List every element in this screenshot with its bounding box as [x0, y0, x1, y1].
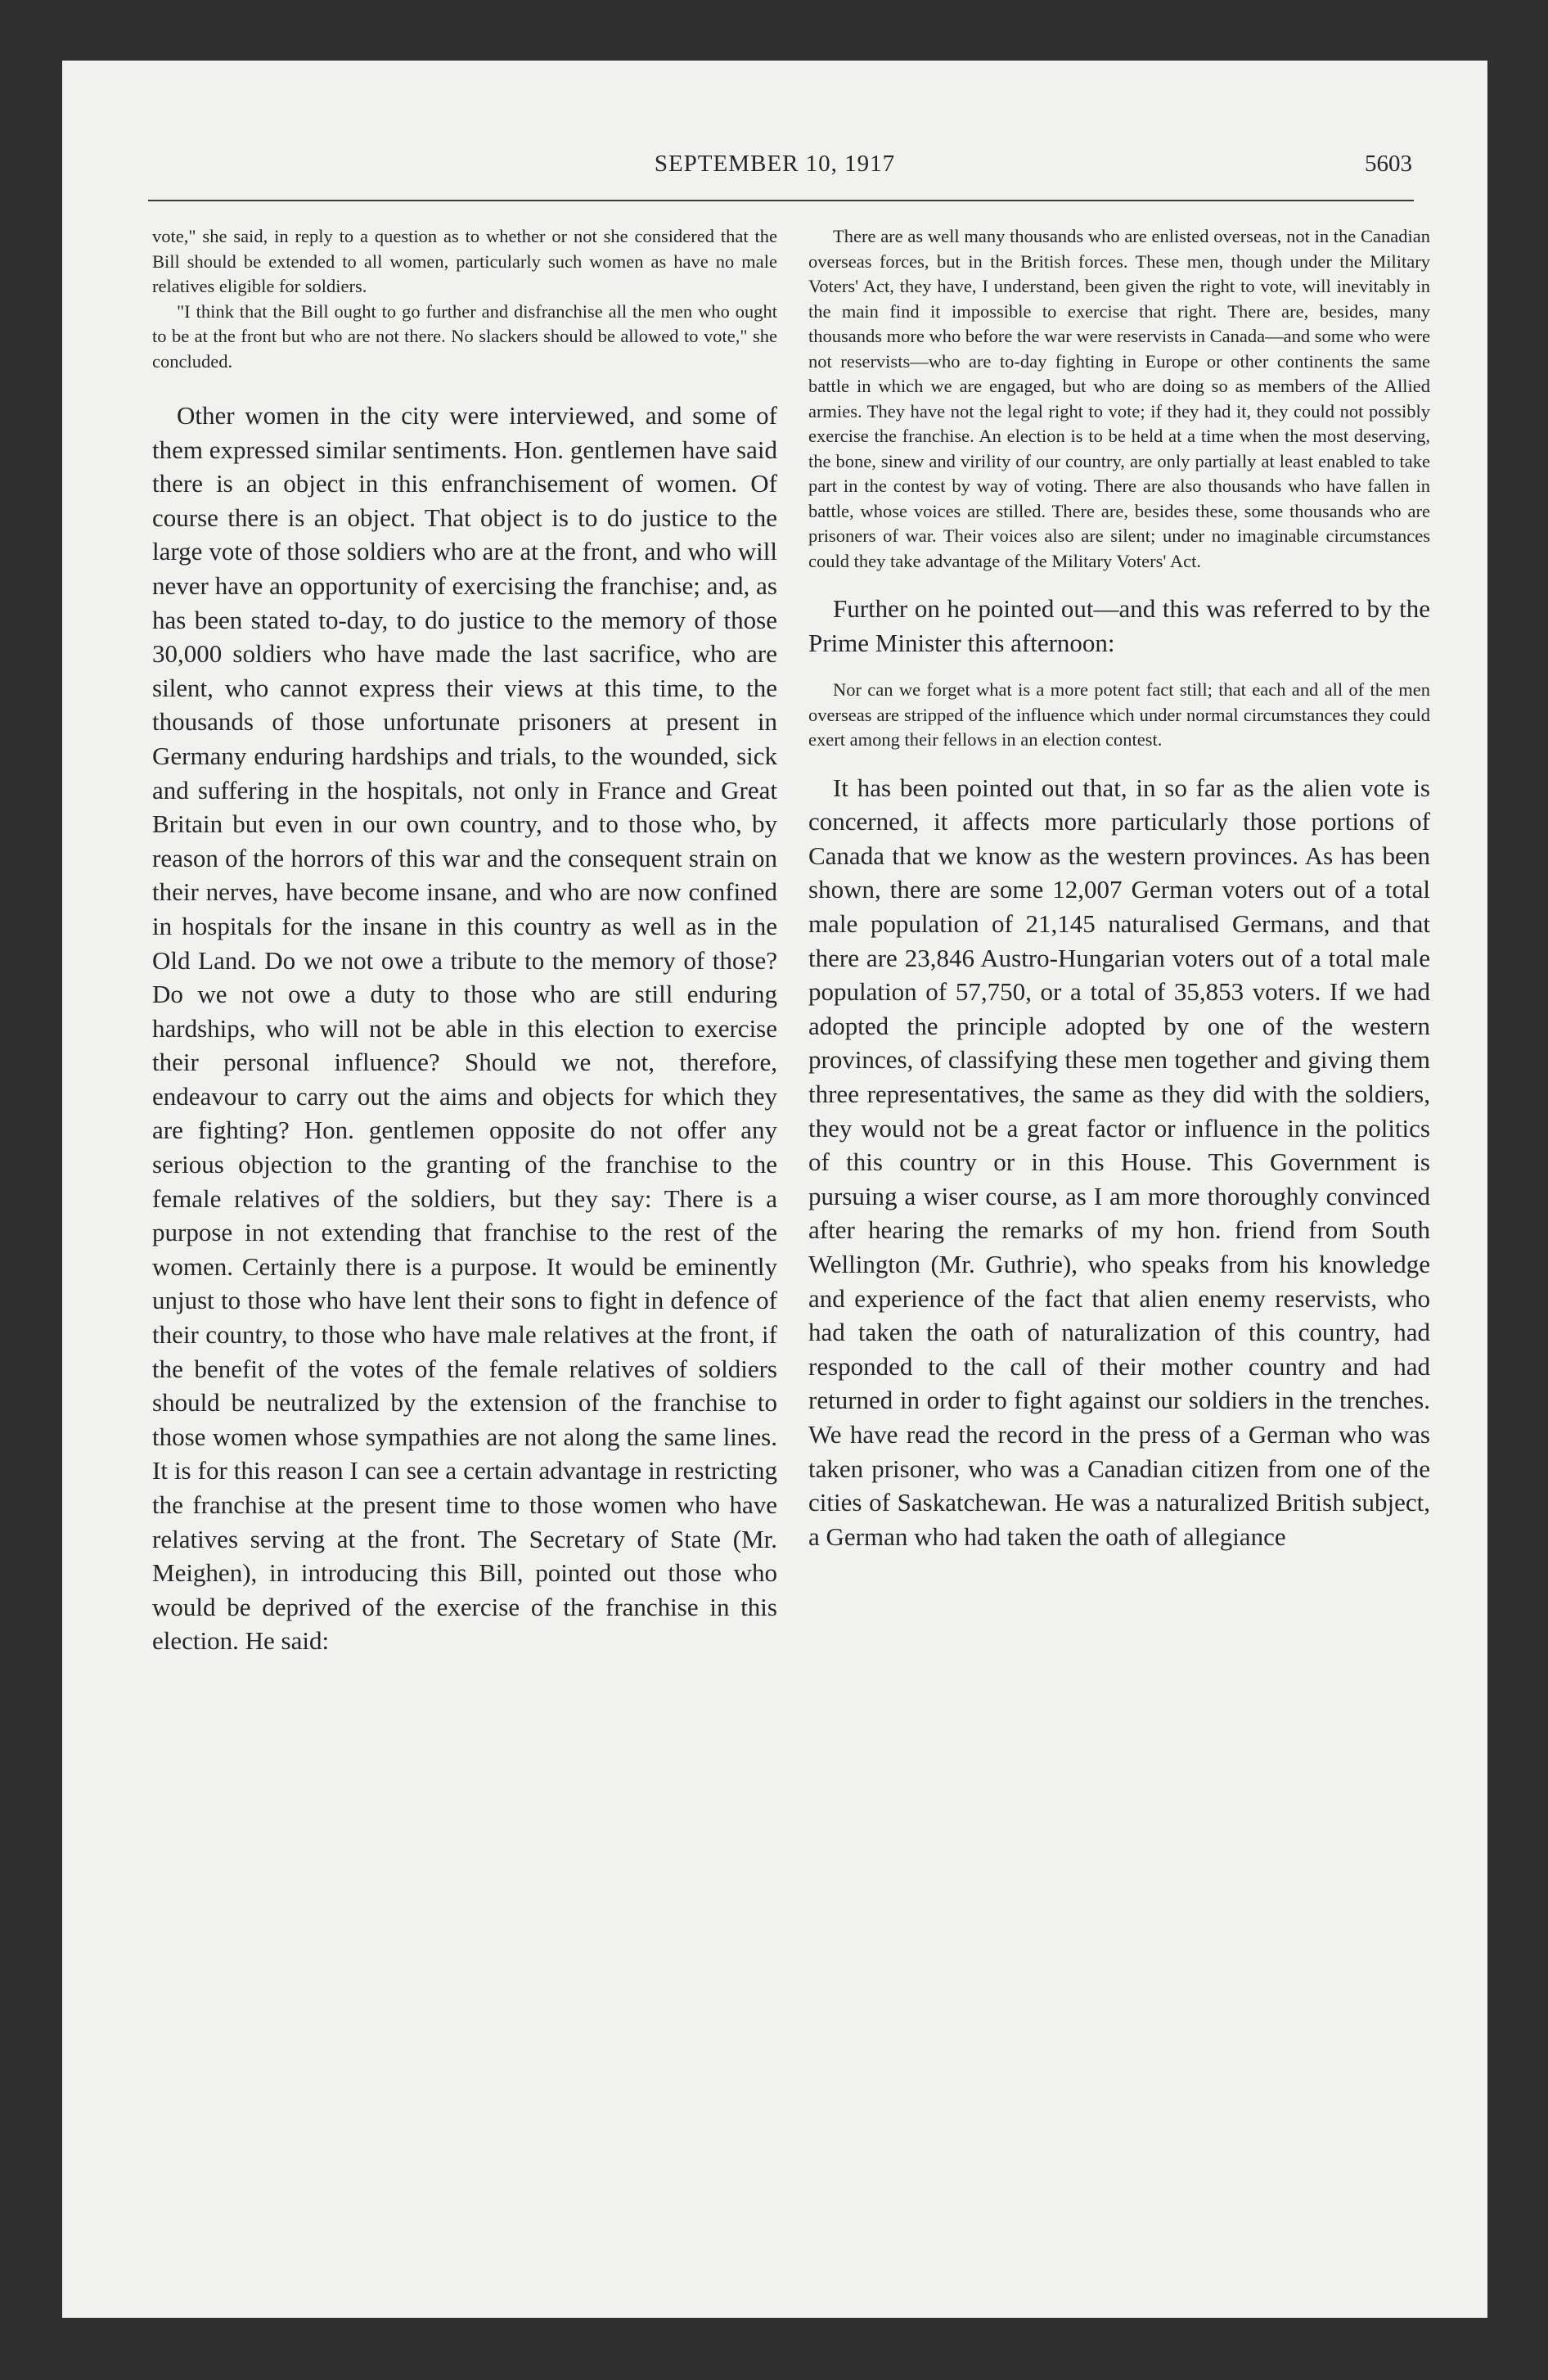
- body-paragraph: It has been pointed out that, in so far as the alien vote is concerned, it affects more particularly those portions of Canada that we know as the western provinces. As has been shown, there are some 12,007 German voters out of a total male population of 21,145 naturalised Germans, and that there are 23,846 Austro-Hungarian voters out of a total male population of 57,750, or a total of 35,853 voters. If we had adopted the principle adopted by one of the western provinces, of classifying these men together and giving them three representatives, the same as they did with the soldiers, they would not be a great factor or influence in the politics of this country or in this House. This Government is pursuing a wiser course, as I am more thoroughly convinced after hearing the remarks of my hon. friend from South Wellington (Mr. Guthrie), who speaks from his knowledge and experience of the fact that alien enemy reservists, who had taken the oath of naturalization of this country, had responded to the call of their mother country and had returned in order to fight against our soldiers in the trenches. We have read the record in the press of a German who was taken prisoner, who was a Canadian citizen from one of the cities of Saskatchewan. He was a naturalized British subject, a German who had taken the oath of allegiance: [808, 773, 1430, 1551]
- quoted-paragraph: vote," she said, in reply to a question as to whether or not she considered that the Bill should be extended to all women, particularly such women as have no male relatives eligible for soldiers.: [152, 226, 777, 296]
- running-head: [62, 151, 1487, 190]
- body-paragraph: Further on he pointed out—and this was referred to by the Prime Minister this afternoon:: [808, 594, 1430, 657]
- quoted-paragraph: "I think that the Bill ought to go further and disfranchise all the men who ought to be at the front but who are not there. No slackers should be allowed to vote," she concluded.: [152, 300, 777, 372]
- quoted-paragraph: Nor can we forget what is a more potent fact still; that each and all of the men overseas are stripped of the influence which under normal circumstances they could exert among their fellows in an election contest.: [808, 679, 1430, 751]
- paragraph-spacer: [808, 753, 1430, 771]
- header-rule: [148, 200, 1414, 201]
- left-column: [152, 224, 777, 1658]
- header-date: SEPTEMBER 10, 1917: [654, 151, 896, 177]
- paragraph-spacer: [808, 574, 1430, 592]
- body-paragraph: Other women in the city were interviewed, and some of them expressed similar sentiments. Hon. gentlemen have said there is an object in this enfranchisement of women. Of course there is an object. That object is to do justice to the large vote of those soldiers who are at the front, and who will never have an opportunity of exercising the franchise; and, as has been stated to-day, to do justice to the memory of those 30,000 soldiers who have made the last sacrifice, who are silent, who cannot express their views at this time, to the thousands of those unfortunate prisoners at present in Germany enduring hardships and trials, to the wounded, sick and suffering in the hospitals, not only in France and Great Britain but even in our own country, and to those who, by reason of the horrors of this war and the consequent strain on their nerves, have become insane, and who are now confined in hospitals for the insane in this country as well as in the Old Land. Do we not owe a tribute to the memory of those? Do we not owe a duty to those who are still enduring hardships, who will not be able in this election to exercise their personal influence? Should we not, therefore, endeavour to carry out the aims and objects for which they are fighting? Hon. gentlemen opposite do not offer any serious objection to the granting of the franchise to the female relatives of the soldiers, but they say: There is a purpose in not extending that franchise to the rest of the women. Certainly there is a purpose. It would be eminently unjust to those who have lent their sons to fight in defence of their country, to those who have male relatives at the front, if the benefit of the votes of the female relatives of soldiers should be neutralized by the extension of the franchise to those women whose sympathies are not along the same lines. It is for this reason I can see a certain advantage in restricting the franchise at the present time to those women who have relatives serving at the front. The Secretary of State (Mr. Meighen), in introducing this Bill, pointed out those who would be deprived of the exercise of the franchise in this election. He said:: [152, 401, 777, 1656]
- page-number: 5603: [1365, 151, 1412, 177]
- paragraph-spacer: [808, 660, 1430, 678]
- page: [62, 61, 1487, 2318]
- quoted-paragraph: There are as well many thousands who are enlisted overseas, not in the Canadian overseas forces, but in the British forces. These men, though under the Military Voters' Act, they have, I understand, been given the right to vote, will inevitably in the main find it impossible to exercise that right. There are, besides, many thousands more who before the war were reservists in Canada—and some who were not reservists—who are to-day fighting in Europe or other continents the same battle in which we are engaged, but who are doing so as members of the Allied armies. They have not the legal right to vote; if they had it, they could not possibly exercise the franchise. An election is to be held at a time when the most deserving, the bone, sinew and virility of our country, are only partially at least enabled to take part in the contest by way of voting. There are also thousands who have fallen in battle, whose voices are stilled. There are, besides these, some thousands who are prisoners of war. Their voices also are silent; under no imaginable circumstances could they take advantage of the Military Voters' Act.: [808, 226, 1430, 571]
- paragraph-spacer: [152, 374, 777, 399]
- right-column: [808, 224, 1430, 1553]
